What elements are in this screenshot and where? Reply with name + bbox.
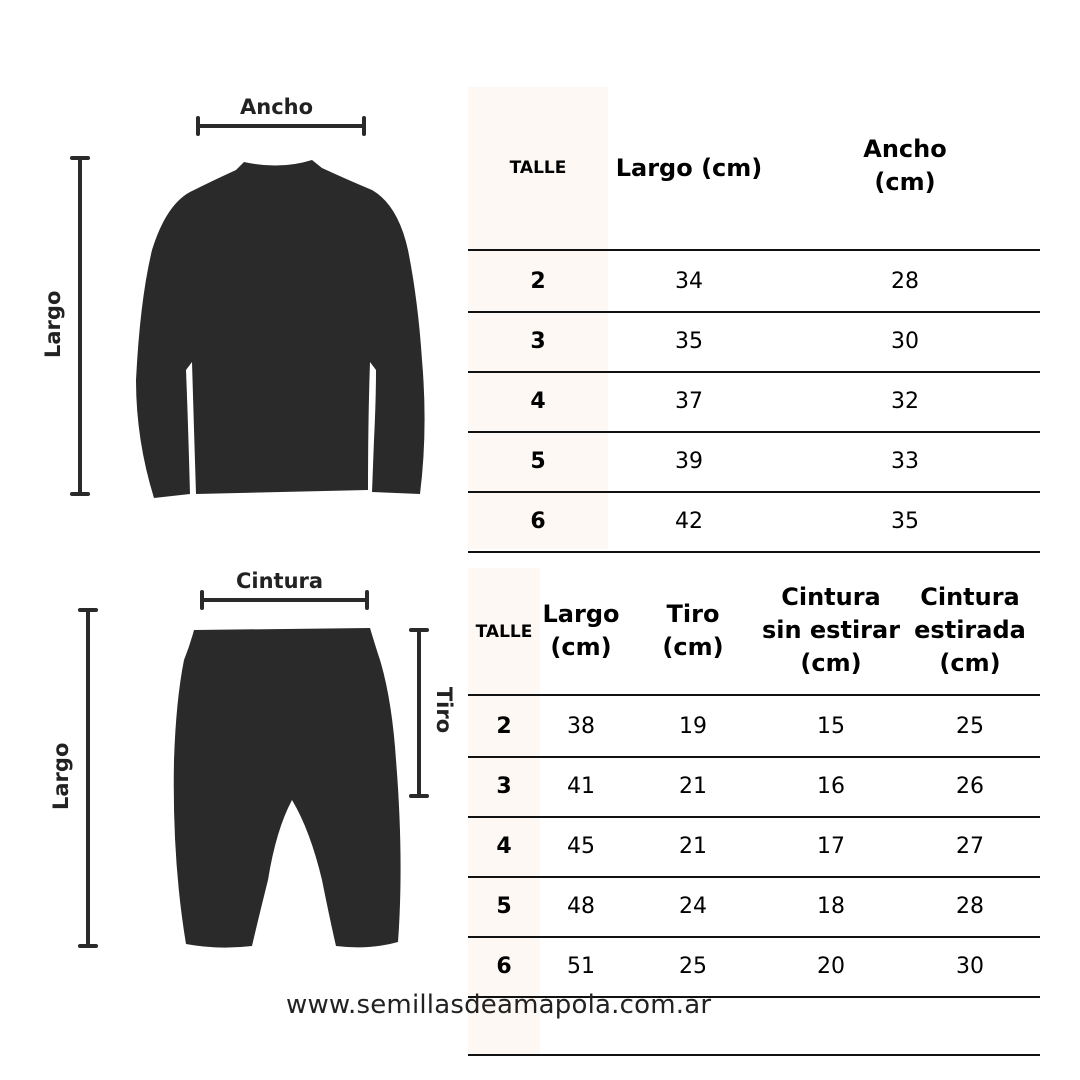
table-cell: 30 [956, 953, 984, 979]
bottom-header-largo-l1: Largo [542, 600, 620, 628]
table-row-size: 6 [496, 953, 512, 979]
pants-waist-measure [202, 592, 367, 608]
table-cell: 18 [817, 893, 845, 919]
table-cell: 25 [956, 713, 984, 739]
table-cell: 16 [817, 773, 845, 799]
bottom-header-cintura-est-l2: estirada [914, 615, 1026, 644]
table-cell: 35 [891, 508, 919, 534]
table-cell: 30 [891, 328, 919, 354]
pants-silhouette [174, 628, 401, 948]
garment-illustrations [0, 0, 470, 1000]
bottom-header-talle: TALLE [475, 621, 533, 642]
top-header-ancho-line2: (cm) [874, 168, 936, 196]
table-cell: 20 [817, 953, 845, 979]
pants-rise-measure [411, 630, 427, 796]
table-cell: 15 [817, 713, 845, 739]
bottom-header-cintura-sin-l1: Cintura [781, 582, 881, 611]
table-cell: 26 [956, 773, 984, 799]
table-cell: 51 [567, 953, 595, 979]
table-cell: 19 [679, 713, 707, 739]
table-cell: 35 [675, 328, 703, 354]
bottom-header-cintura-sin [760, 580, 902, 680]
bottom-header-cintura-est [910, 580, 1030, 680]
table-cell: 34 [675, 268, 703, 294]
table-cell: 48 [567, 893, 595, 919]
table-row-rule [468, 551, 1040, 553]
website-url: www.semillasdeamapola.com.ar [286, 990, 712, 1020]
table-cell: 21 [679, 773, 707, 799]
table-cell: 45 [567, 833, 595, 859]
table-cell: 25 [679, 953, 707, 979]
table-row-size: 5 [530, 448, 546, 474]
bottom-header-largo [540, 596, 622, 666]
table-cell: 28 [956, 893, 984, 919]
table-cell: 28 [891, 268, 919, 294]
top-header-largo: Largo (cm) [615, 153, 763, 182]
top-header-ancho-line1: Ancho [863, 135, 947, 163]
sweater-length-measure [72, 158, 88, 494]
sweater-silhouette [136, 160, 425, 498]
table-cell: 21 [679, 833, 707, 859]
table-cell: 33 [891, 448, 919, 474]
pants-rise-label: Tiro [432, 686, 456, 734]
table-cell: 17 [817, 833, 845, 859]
sweater-width-measure [198, 118, 364, 134]
top-header-ancho [770, 70, 1040, 262]
table-row-size: 2 [530, 268, 546, 294]
table-cell: 42 [675, 508, 703, 534]
pants-length-label: Largo [49, 742, 73, 810]
bottom-header-tiro-l1: Tiro [666, 600, 720, 628]
sweater-width-label: Ancho [240, 95, 314, 119]
table-row-size: 4 [530, 388, 546, 414]
table-cell: 37 [675, 388, 703, 414]
table-cell: 38 [567, 713, 595, 739]
table-cell: 41 [567, 773, 595, 799]
table-row-size: 4 [496, 833, 512, 859]
top-header-talle: TALLE [509, 158, 567, 178]
table-row-size: 3 [530, 328, 546, 354]
bottom-header-cintura-est-l1: Cintura [920, 582, 1020, 611]
table-row-size: 6 [530, 508, 546, 534]
table-row-size: 3 [496, 773, 512, 799]
bottom-header-cintura-sin-l3: (cm) [800, 648, 862, 677]
table-cell: 24 [679, 893, 707, 919]
bottom-header-largo-l2: (cm) [550, 633, 612, 661]
table-row-size: 5 [496, 893, 512, 919]
table-row-size: 2 [496, 713, 512, 739]
pants-waist-label: Cintura [236, 569, 324, 593]
table-cell: 27 [956, 833, 984, 859]
sweater-length-label: Largo [41, 290, 65, 358]
table-bottom-rule [468, 1054, 1040, 1056]
bottom-header-cintura-sin-l2: sin estirar [761, 615, 901, 644]
bottom-header-tiro [640, 596, 746, 666]
table-cell: 39 [675, 448, 703, 474]
pants-length-measure [80, 610, 96, 946]
bottom-header-tiro-l2: (cm) [662, 633, 724, 661]
table-cell: 32 [891, 388, 919, 414]
bottom-header-cintura-est-l3: (cm) [939, 648, 1001, 677]
